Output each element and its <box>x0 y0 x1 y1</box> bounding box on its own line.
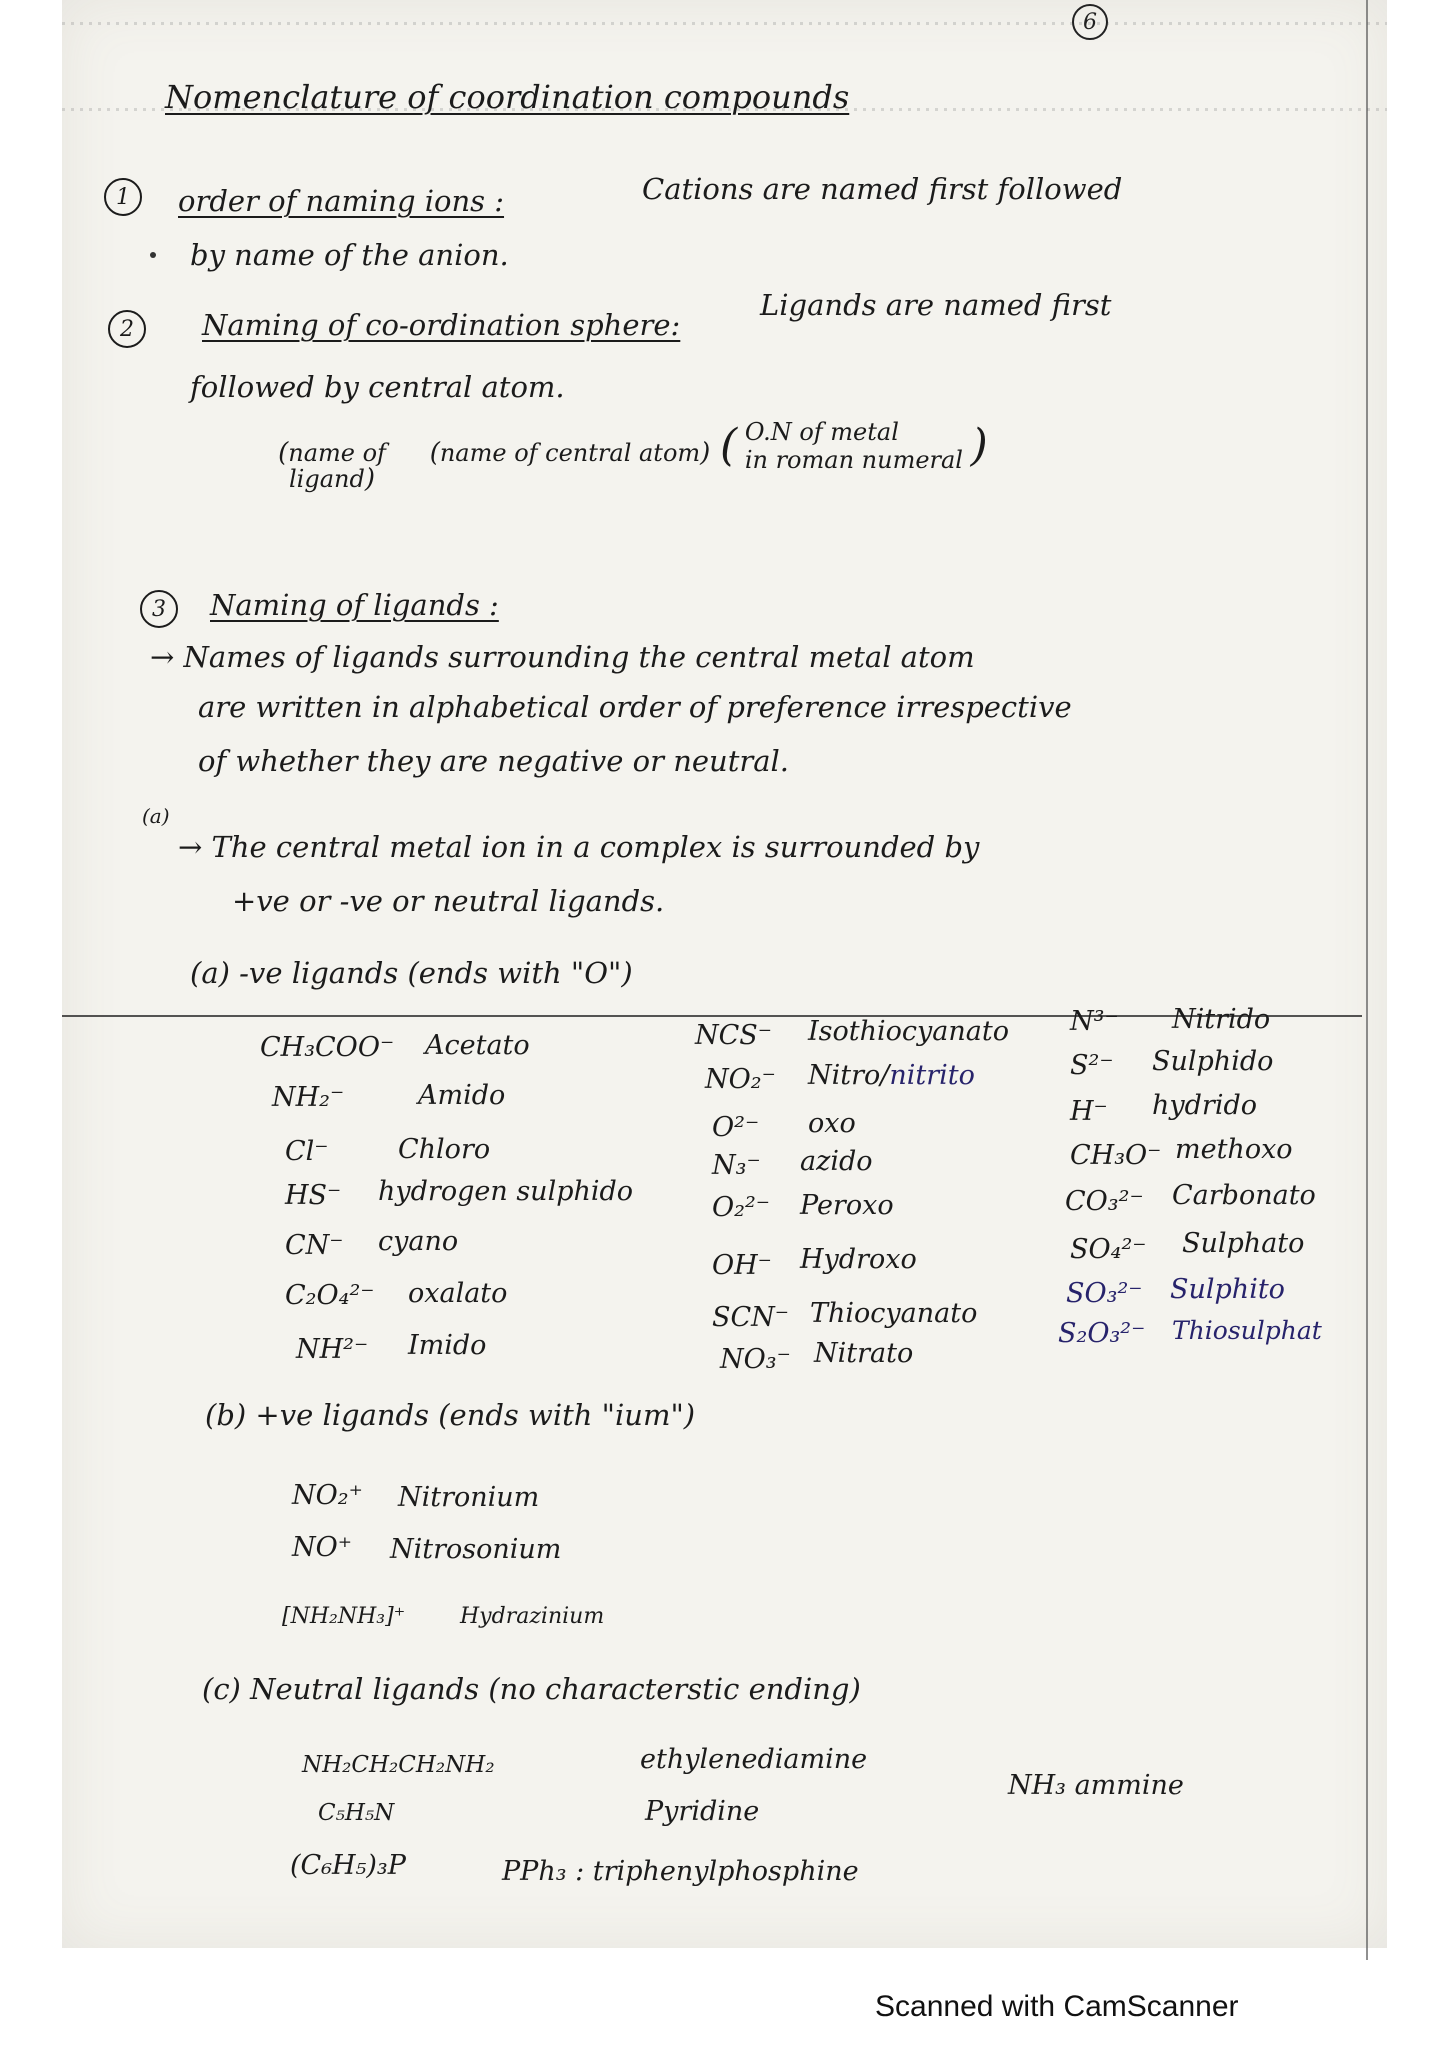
neg-ligands-heading: (a) -ve ligands (ends with "O") <box>190 956 633 990</box>
s1-heading: order of naming ions : <box>178 184 505 218</box>
neg-name: Sulphato <box>1182 1228 1305 1259</box>
s2-text-2: followed by central atom. <box>190 370 565 404</box>
neg-name: cyano <box>378 1226 459 1257</box>
neg-formula: CO₃²⁻ <box>1065 1186 1144 1217</box>
s3-line-1: → Names of ligands surrounding the central metal atom <box>150 640 975 674</box>
pos-formula: NO₂⁺ <box>292 1480 363 1511</box>
bullet-dot <box>150 252 156 258</box>
s3-heading: Naming of ligands : <box>210 588 499 622</box>
s1-text-1: Cations are named first followed <box>642 172 1123 206</box>
s3-note-label: (a) <box>142 804 170 828</box>
neg-formula: SO₃²⁻ <box>1066 1278 1143 1309</box>
formula-name-of-ligand: (name of ligand) <box>278 438 386 494</box>
neg-name: Carbonato <box>1172 1180 1316 1211</box>
pos-name: Nitrosonium <box>390 1534 562 1565</box>
neg-name: oxalato <box>408 1278 508 1309</box>
section-number-3: 3 <box>140 590 178 628</box>
divider-line <box>62 1015 1362 1017</box>
pos-name: Nitronium <box>398 1482 540 1513</box>
neg-formula: CH₃O⁻ <box>1070 1140 1162 1171</box>
pos-ligands-heading: (b) +ve ligands (ends with "ium") <box>205 1398 696 1432</box>
neg-name: Thiocyanato <box>810 1298 978 1329</box>
s3-line-5: +ve or -ve or neutral ligands. <box>232 884 665 918</box>
neg-name: Hydroxo <box>800 1244 917 1275</box>
neg-formula: H⁻ <box>1070 1096 1108 1127</box>
neg-formula: N₃⁻ <box>712 1150 761 1181</box>
neg-formula: O₂²⁻ <box>712 1192 771 1223</box>
neg-formula: OH⁻ <box>712 1250 772 1281</box>
neg-name: methoxo <box>1175 1134 1293 1165</box>
neg-formula: SCN⁻ <box>712 1302 790 1333</box>
neg-name: Acetato <box>425 1030 530 1061</box>
neutral-formula: (C₆H₅)₃P <box>290 1850 406 1881</box>
neutral-name: Pyridine <box>645 1796 760 1827</box>
pos-formula: NO⁺ <box>292 1532 353 1563</box>
neutral-name: ethylenediamine <box>640 1744 868 1775</box>
neg-formula: NO₃⁻ <box>720 1344 791 1375</box>
neg-formula: NCS⁻ <box>695 1020 773 1051</box>
s1-text-2: by name of the anion. <box>190 238 509 272</box>
neg-name: Isothiocyanato <box>808 1016 1009 1047</box>
neg-formula: NH₂⁻ <box>272 1082 345 1113</box>
neg-name: Thiosulphat <box>1172 1316 1322 1345</box>
pos-formula: [NH₂NH₃]⁺ <box>282 1604 406 1629</box>
page-margin-line <box>1366 0 1368 1960</box>
section-number-1: 1 <box>104 178 142 216</box>
neutral-ligands-heading: (c) Neutral ligands (no characterstic ending) <box>202 1672 861 1706</box>
page-number: 6 <box>1072 4 1108 40</box>
neg-name: Peroxo <box>800 1190 894 1221</box>
neg-formula: S²⁻ <box>1070 1050 1114 1081</box>
neg-name: Sulphito <box>1170 1274 1285 1305</box>
neg-name: Sulphido <box>1152 1046 1274 1077</box>
pos-name: Hydrazinium <box>460 1604 605 1629</box>
neg-formula: NH²⁻ <box>296 1334 369 1365</box>
s2-heading: Naming of co-ordination sphere: <box>202 308 681 342</box>
neg-formula: CH₃COO⁻ <box>260 1032 395 1063</box>
s2-text-1: Ligands are named first <box>760 288 1112 322</box>
neg-name: Amido <box>418 1080 506 1111</box>
neg-formula: Cl⁻ <box>285 1136 329 1167</box>
neg-formula: NO₂⁻ <box>705 1064 776 1095</box>
neg-name: azido <box>800 1146 873 1177</box>
neutral-formula: NH₂CH₂CH₂NH₂ <box>302 1752 495 1778</box>
scan-noise <box>62 22 1387 25</box>
section-number-2: 2 <box>108 310 146 348</box>
neg-name: hydrogen sulphido <box>378 1176 634 1207</box>
neg-formula: O²⁻ <box>712 1112 760 1143</box>
neg-name: Nitro/nitrito <box>808 1060 975 1091</box>
neg-name: Nitrato <box>814 1338 914 1369</box>
scanner-watermark: Scanned with CamScanner <box>875 1990 1239 2023</box>
s3-line-2: are written in alphabetical order of preference irrespective <box>198 690 1072 724</box>
neg-name: Imido <box>408 1330 487 1361</box>
page-title: Nomenclature of coordination compounds <box>165 78 850 116</box>
s3-line-3: of whether they are negative or neutral. <box>198 744 790 778</box>
neg-name: oxo <box>808 1108 856 1139</box>
neg-name: Nitrido <box>1172 1004 1271 1035</box>
neg-formula: S₂O₃²⁻ <box>1058 1318 1146 1349</box>
neg-formula: SO₄²⁻ <box>1070 1234 1147 1265</box>
neg-formula: CN⁻ <box>285 1230 344 1261</box>
neutral-formula: C₅H₅N <box>318 1800 395 1826</box>
neg-formula: C₂O₄²⁻ <box>285 1280 375 1311</box>
s3-line-4: → The central metal ion in a complex is surrounded by <box>178 830 980 864</box>
neg-formula: HS⁻ <box>285 1180 342 1211</box>
neutral-extra: NH₃ ammine <box>1008 1770 1184 1801</box>
neutral-name: PPh₃ : triphenylphosphine <box>502 1856 859 1887</box>
neg-name: hydrido <box>1152 1090 1258 1121</box>
formula-oxidation-number: ( O.N of metal in roman numeral ) <box>720 418 988 474</box>
neg-formula: N³⁻ <box>1070 1006 1119 1037</box>
formula-name-of-central-atom: (name of central atom) <box>429 438 711 468</box>
neg-name: Chloro <box>398 1134 491 1165</box>
